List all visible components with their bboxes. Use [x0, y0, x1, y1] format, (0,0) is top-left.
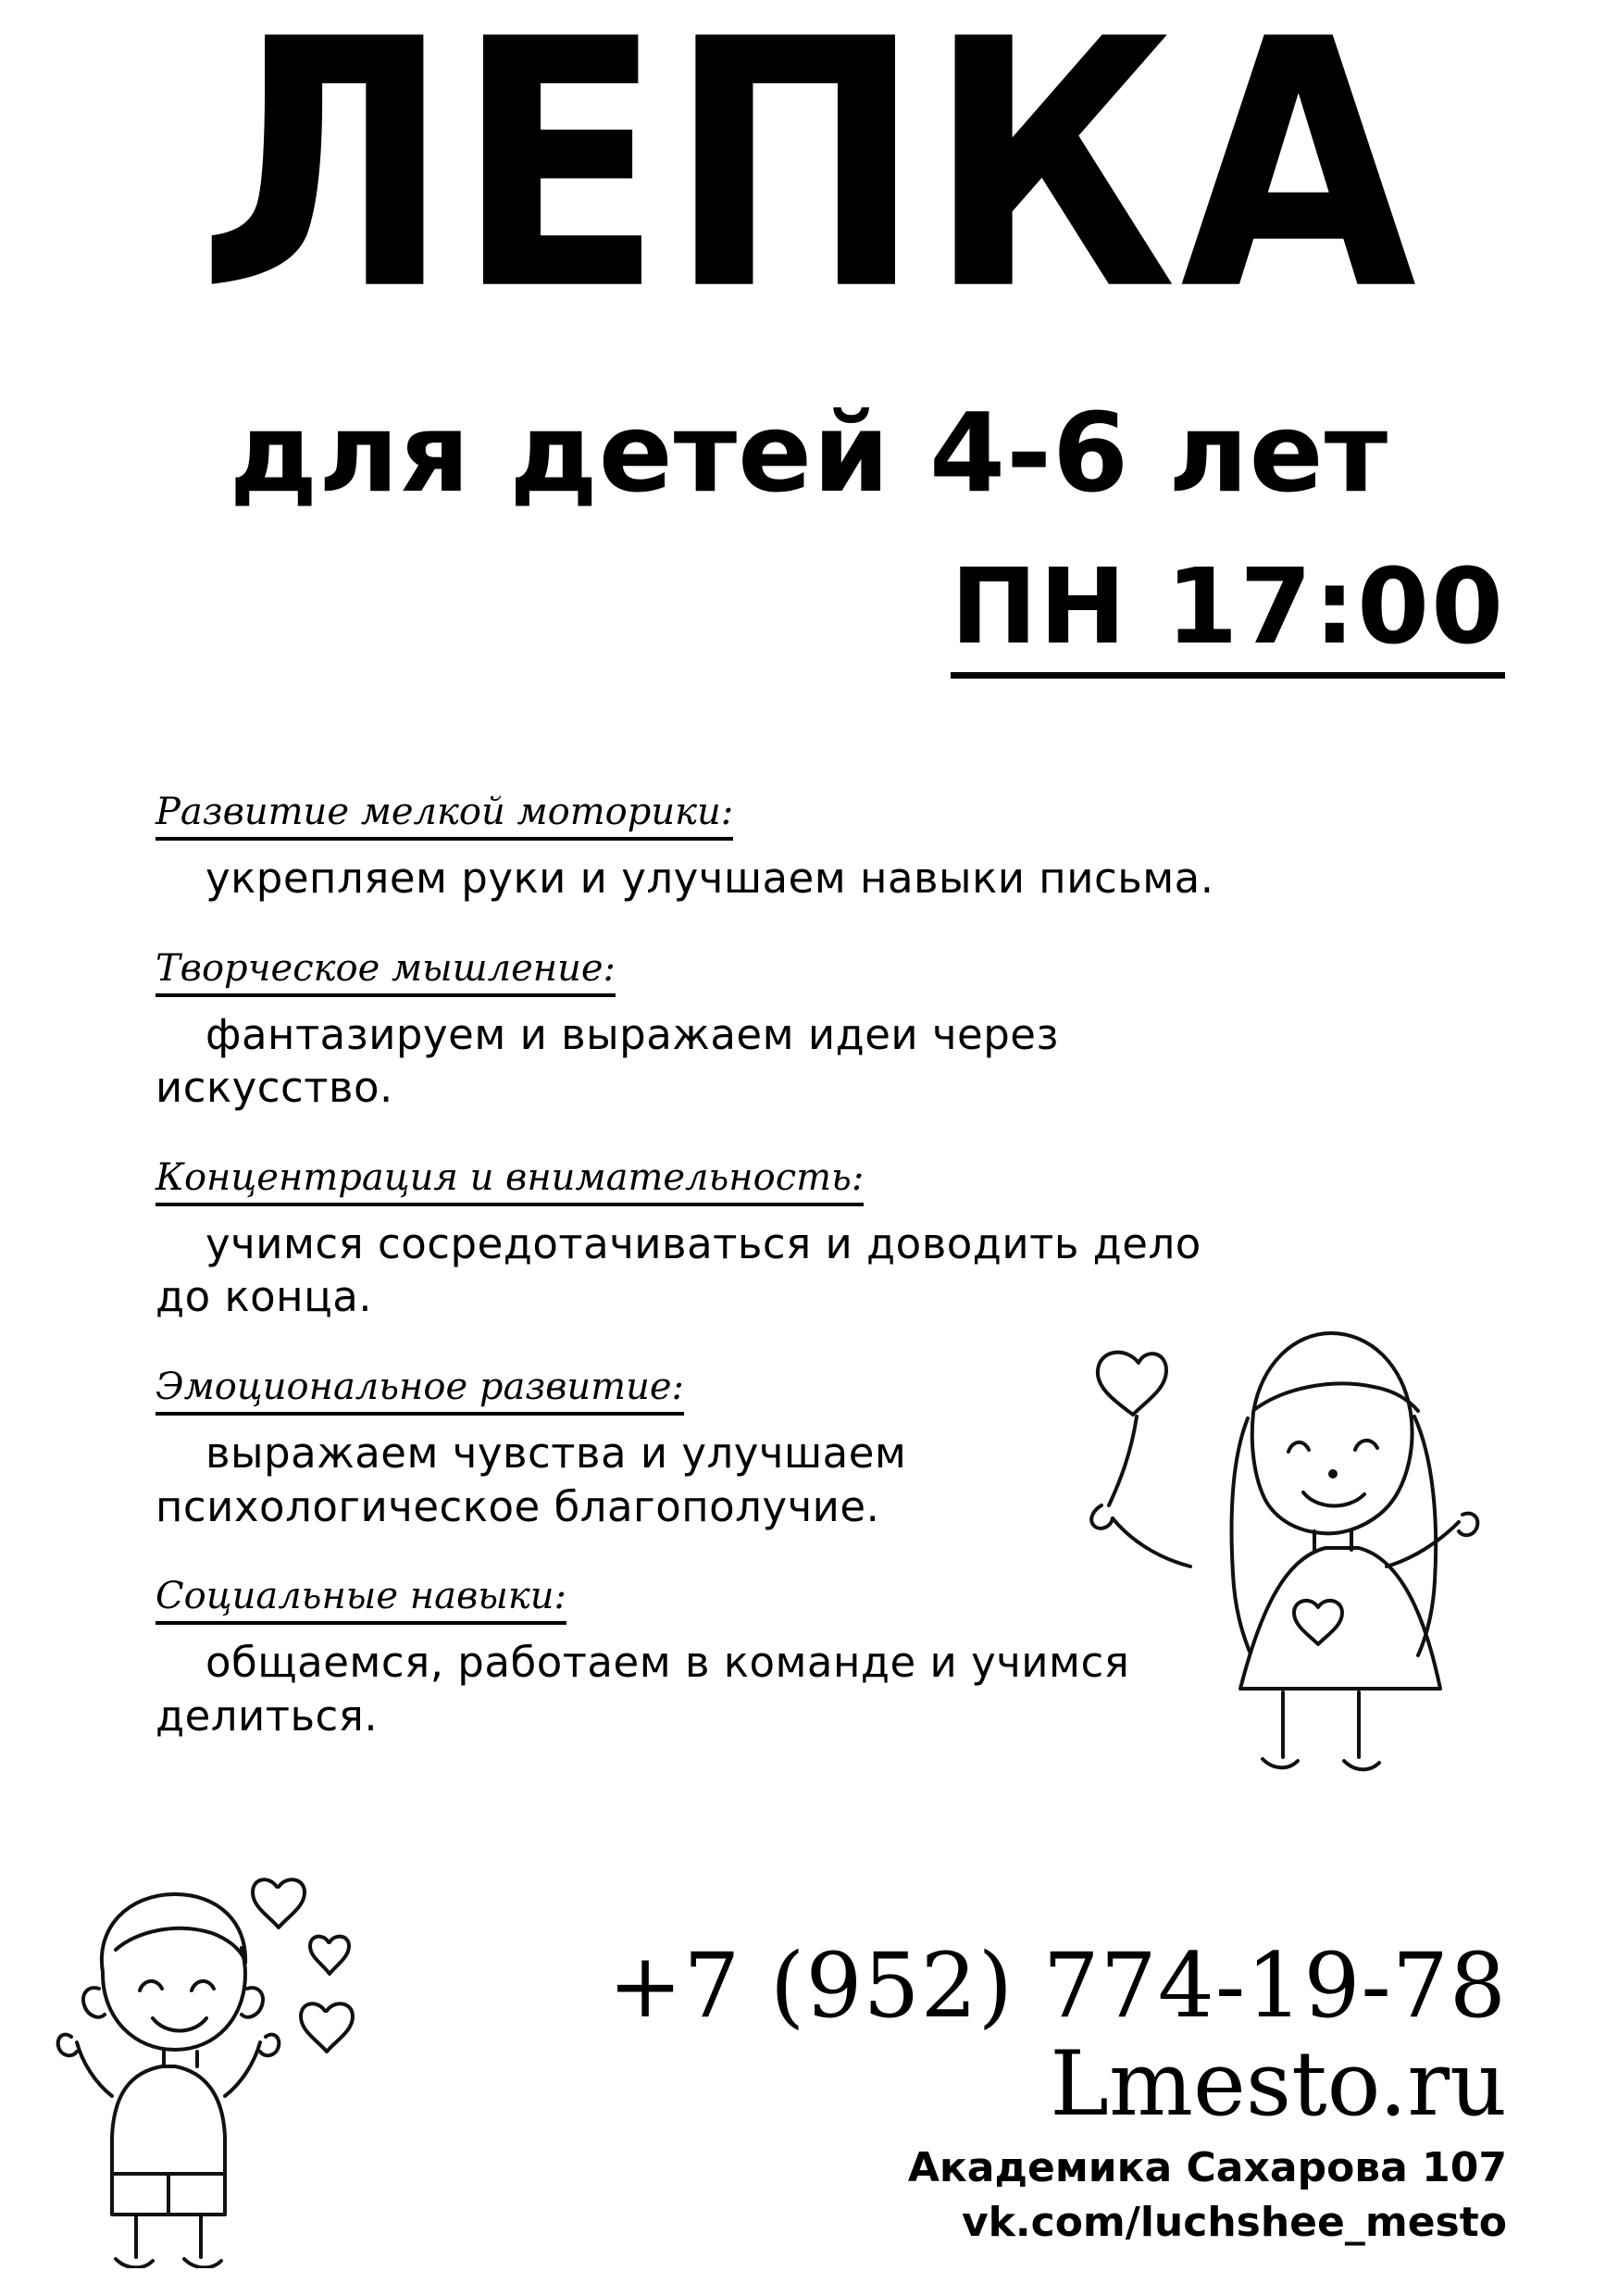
boy-with-hearts-icon: [51, 1870, 403, 2268]
benefit-text: фантазируем и выражаем идеи через искусство.: [156, 1009, 1059, 1113]
benefit-text: учимся сосредотачиваться и доводить дело до конца.: [156, 1218, 1201, 1322]
schedule-block: [951, 547, 1505, 679]
benefit-heading: Социальные навыки:: [156, 1576, 566, 1625]
schedule-text: ПН 17:00: [951, 555, 1505, 679]
contact-block: [607, 1934, 1507, 2248]
benefit-text: выражаем чувства и улучшаем психологическое благополучие.: [156, 1428, 907, 1531]
benefit-text: укрепляем руки и улучшаем навыки письма.: [205, 854, 1214, 903]
benefit-text: общаемся, работаем в команде и учимся делиться.: [156, 1638, 1130, 1741]
social-link[interactable]: vk.com/luchshee_mesto: [961, 2199, 1507, 2246]
benefit-heading: Развитие мелкой моторики:: [156, 792, 733, 841]
benefit-heading: Творческое мышление:: [156, 948, 616, 997]
page-title: ЛЕПКА: [197, 0, 1421, 366]
list-item: [156, 792, 1377, 905]
subtitle-age-range: для детей 4-6 лет: [229, 389, 1389, 517]
girl-with-balloon-icon: [1081, 1296, 1562, 1833]
benefit-heading: Концентрация и внимательность:: [156, 1157, 864, 1206]
benefit-heading: Эмоциональное развитие:: [156, 1366, 684, 1416]
phone-number[interactable]: +7 (952) 774-19-78: [607, 1934, 1507, 2039]
list-item: [156, 948, 1377, 1115]
website-link[interactable]: Lmesto.ru: [1050, 2032, 1507, 2137]
address-text: Академика Сахарова 107: [907, 2144, 1507, 2191]
